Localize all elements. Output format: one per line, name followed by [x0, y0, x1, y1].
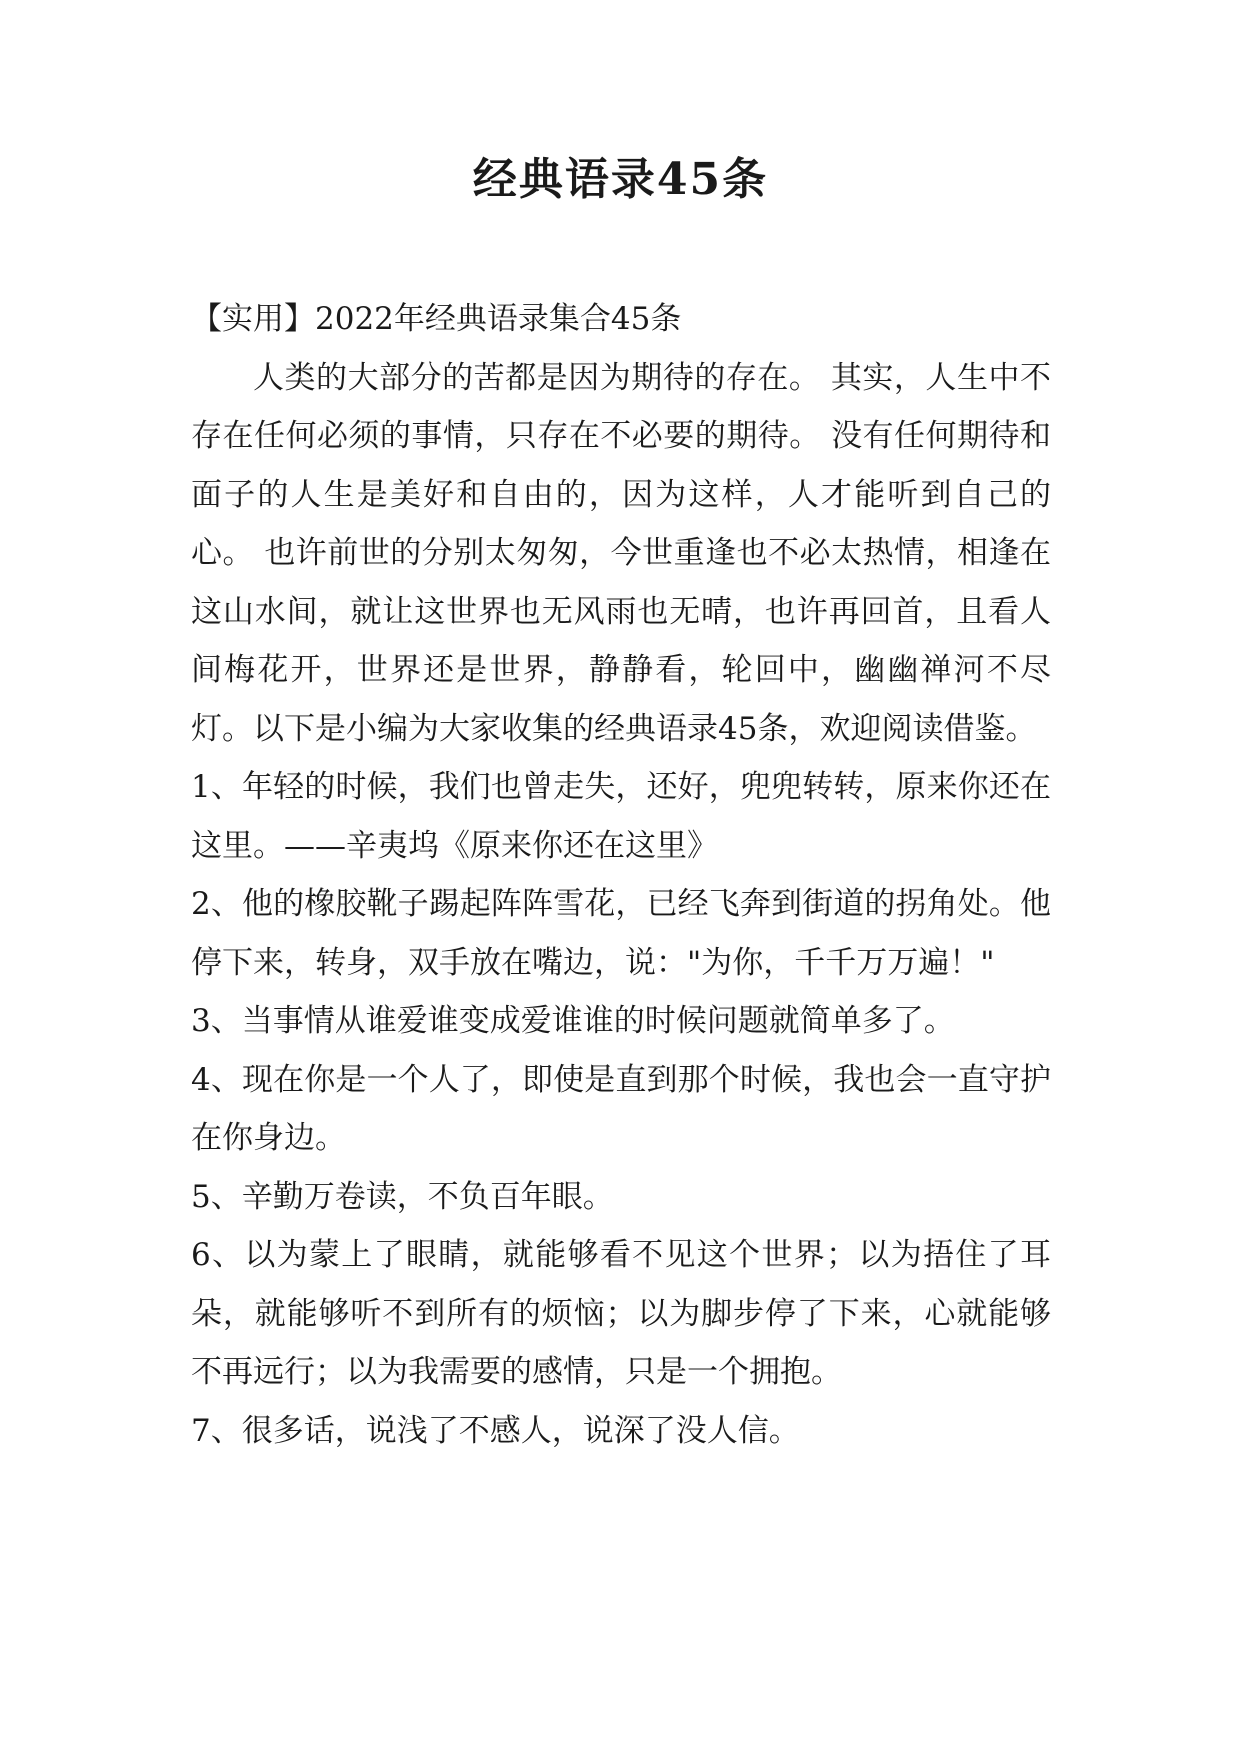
intro-paragraph: 人类的大部分的苦都是因为期待的存在。 其实，人生中不存在任何必须的事情，只存在不必要的期待。 没有任何期待和面子的人生是美好和自由的，因为这样，人才能听到自己的心。 也许前世的分别太匆匆，今世重逢也不必太热情，相逢在这山水间，就让这世界也无风雨也无晴，也许再回首，且看人间梅花开，世界还是世界，静静看，轮回中，幽幽禅河不尽灯。以下是小编为大家收集的经典语录45条，欢迎阅读借鉴。 [191, 359, 1051, 747]
quote-item: 1、年轻的时候，我们也曾走失，还好，兜兜转转，原来你还在这里。——辛夷坞《原来你还在这里》 [191, 769, 1051, 864]
quote-item: 6、以为蒙上了眼睛，就能够看不见这个世界；以为捂住了耳朵，就能够听不到所有的烦恼；以为脚步停了下来，心就能够不再远行；以为我需要的感情，只是一个拥抱。 [191, 1237, 1051, 1390]
quote-item: 2、他的橡胶靴子踢起阵阵雪花，已经飞奔到街道的拐角处。他停下来，转身，双手放在嘴边，说："为你，千千万万遍！" [191, 886, 1051, 981]
quote-item: 3、当事情从谁爱谁变成爱谁谁的时候问题就简单多了。 [191, 1003, 955, 1039]
quote-item: 5、辛勤万卷读，不负百年眼。 [191, 1178, 614, 1215]
document-subtitle: 【实用】2022年经典语录集合45条 [191, 301, 682, 337]
document-body [191, 290, 1051, 1460]
quote-item: 7、很多话，说浅了不感人，说深了没人信。 [191, 1412, 800, 1449]
quote-item: 4、现在你是一个人了，即使是直到那个时候，我也会一直守护在你身边。 [191, 1061, 1051, 1156]
document-title: 经典语录45条 [472, 154, 769, 205]
